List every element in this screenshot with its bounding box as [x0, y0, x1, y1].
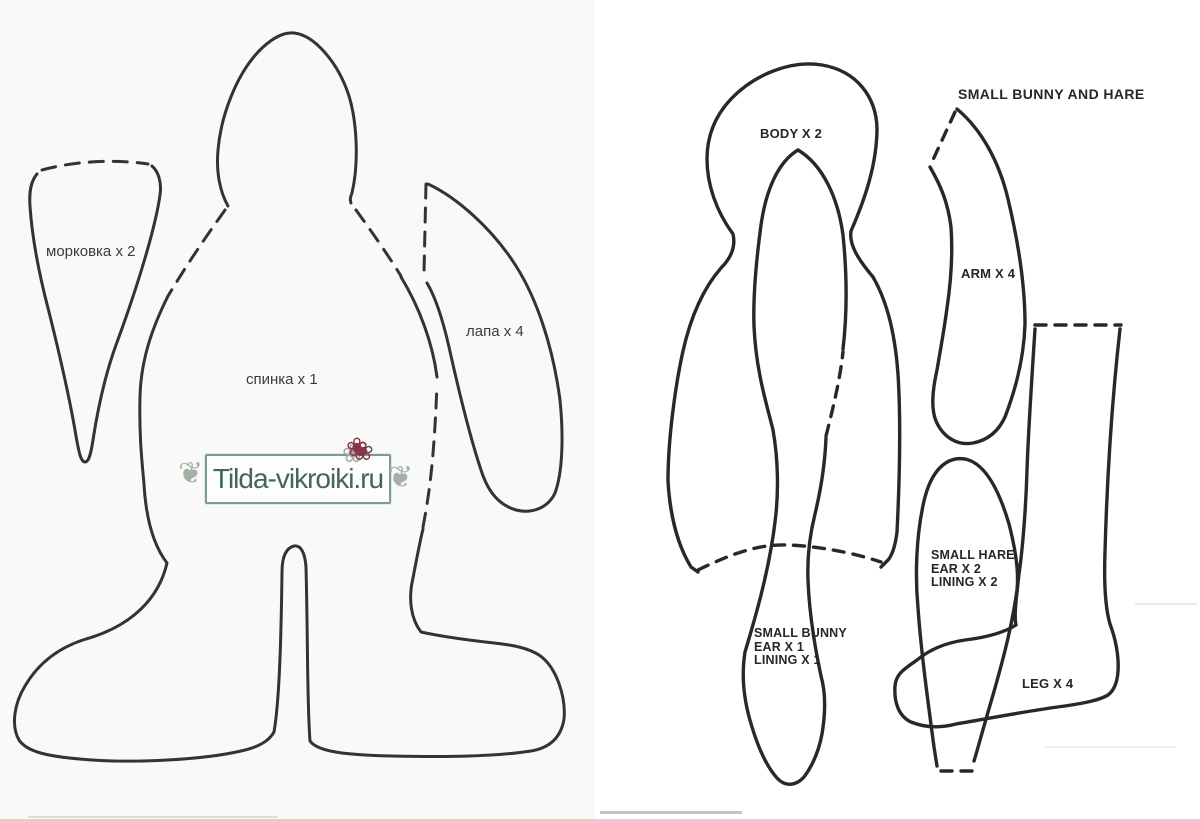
- pattern-title: SMALL BUNNY AND HARE: [958, 86, 1145, 102]
- left-pattern-panel: [0, 0, 595, 819]
- hare-ear-piece-label: [931, 549, 1015, 590]
- bunny-ear-outline-upper: [798, 150, 846, 349]
- arm-top-dashed: [932, 112, 955, 162]
- paw-top-dashed: [424, 184, 426, 273]
- left-pattern-drawing: [0, 0, 595, 819]
- body-back-head-outline: [217, 33, 356, 206]
- flourish-left-icon: ❦: [178, 457, 204, 490]
- right-pattern-panel: [595, 0, 1200, 819]
- bunny-ear-outline: [743, 150, 826, 784]
- hare-ear-label-line2: EAR X 2: [931, 561, 982, 576]
- bunny-body-outline-right: [873, 277, 900, 567]
- body-piece-label: BODY X 2: [760, 126, 823, 141]
- body-back-right-shoulder-dashed: [356, 210, 401, 276]
- paw-piece-label: лапа x 4: [466, 323, 524, 340]
- hare-ear-outline-left: [916, 459, 965, 766]
- body-back-outline: [14, 296, 564, 761]
- back-piece-label: спинка x 1: [246, 371, 318, 388]
- scan-artifact-line: [1135, 603, 1197, 605]
- leg-outline: [895, 329, 1120, 727]
- bunny-ear-hidden-dashed: [826, 352, 843, 436]
- scan-artifact-line: [1045, 746, 1175, 748]
- flower-icon: ❀: [346, 432, 368, 462]
- paw-outline: [427, 184, 562, 511]
- scan-artifact-line: [28, 816, 278, 818]
- scan-artifact-line: [600, 811, 742, 814]
- flourish-right-icon: ❦: [388, 461, 414, 494]
- watermark-site-name: Tilda-vikroiki.ru: [212, 463, 384, 494]
- carrot-top-dashed: [42, 161, 148, 170]
- bunny-ear-label-line1: SMALL BUNNY: [754, 626, 847, 640]
- arm-piece-label: ARM X 4: [961, 266, 1016, 281]
- bunny-body-bottom-dashed: [698, 545, 881, 570]
- watermark: [178, 432, 428, 513]
- right-pattern-drawing: [595, 0, 1200, 819]
- carrot-piece-label: морковка x 2: [46, 243, 136, 260]
- hare-ear-label-line1: SMALL HARE: [931, 548, 1015, 562]
- bunny-ear-piece-label: [754, 627, 847, 668]
- body-back-left-shoulder-dashed: [168, 210, 225, 296]
- bunny-ear-label-line2: EAR X 1: [754, 639, 805, 654]
- hare-ear-label-line3: LINING X 2: [931, 575, 998, 589]
- leg-piece-label: LEG X 4: [1022, 676, 1074, 691]
- bunny-ear-label-line3: LINING X 1: [754, 653, 821, 667]
